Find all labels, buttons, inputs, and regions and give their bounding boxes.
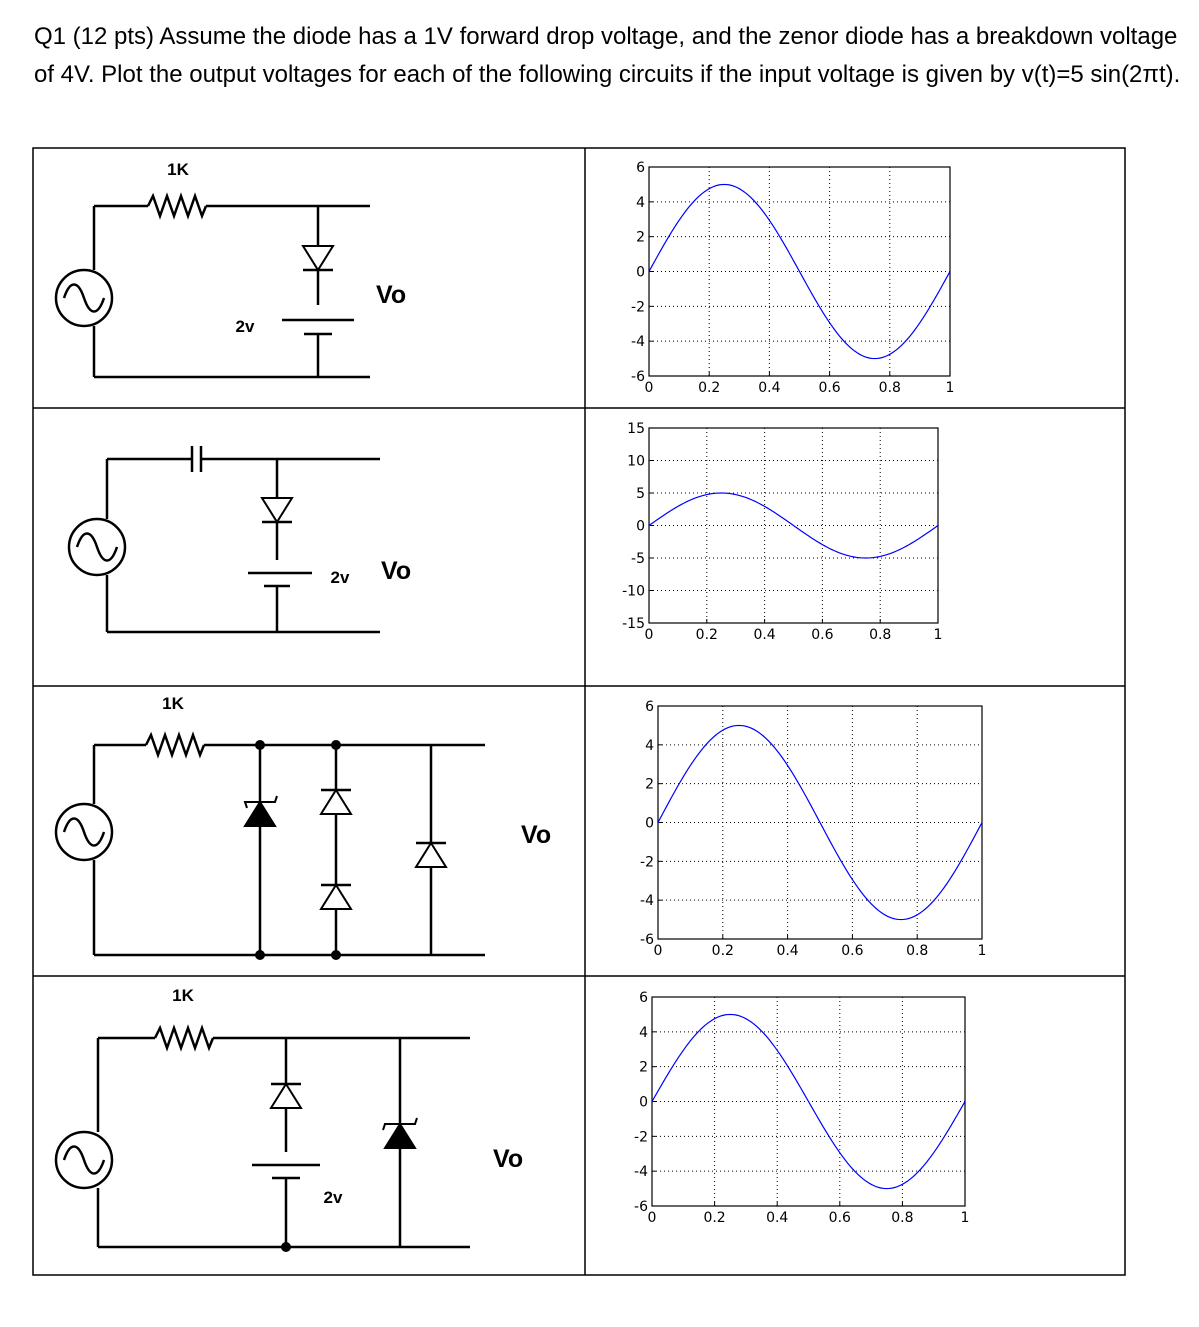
series-line [652, 1014, 965, 1188]
chart-3 [640, 699, 986, 959]
y-tick-label: 2 [645, 776, 654, 793]
diode-icon [303, 246, 333, 270]
y-tick-label: 4 [636, 194, 645, 211]
ac-wave-icon [64, 819, 104, 846]
x-tick-label: 0 [644, 380, 654, 396]
x-tick-label: 1 [977, 943, 987, 959]
y-tick-label: -15 [622, 616, 645, 632]
x-tick-label: 1 [945, 380, 955, 396]
circuit-1 [56, 196, 370, 377]
x-tick-label: 0.4 [766, 1210, 789, 1226]
ac-wave-icon [77, 534, 117, 561]
y-tick-label: 5 [636, 486, 645, 502]
source-label: 2v [235, 317, 255, 336]
circuit-4 [56, 1028, 470, 1247]
y-tick-label: 6 [636, 160, 645, 176]
diode-icon [271, 1084, 301, 1108]
y-tick-label: 0 [636, 518, 645, 535]
output-label: Vo [381, 557, 412, 585]
y-tick-label: -4 [634, 1164, 648, 1181]
diode-icon [416, 843, 446, 867]
chart-2 [622, 421, 942, 643]
resistor-label: 1K [167, 160, 189, 179]
x-tick-label: 0.6 [818, 380, 841, 396]
resistor-label: 1K [172, 986, 194, 1005]
x-tick-label: 0.4 [758, 380, 781, 396]
y-tick-label: -2 [634, 1129, 648, 1146]
x-tick-label: 0.2 [711, 943, 734, 959]
x-tick-label: 0.8 [906, 943, 929, 959]
x-tick-label: 0.4 [776, 943, 799, 959]
junction-dot [281, 1242, 291, 1252]
x-tick-label: 0.8 [878, 380, 901, 396]
y-tick-label: 10 [627, 453, 645, 470]
y-tick-label: 6 [639, 990, 648, 1006]
circuit-3 [56, 735, 485, 955]
resistor-icon [155, 1028, 213, 1048]
y-tick-label: -2 [640, 854, 654, 871]
y-tick-label: 0 [645, 815, 654, 832]
x-tick-label: 0.6 [841, 943, 864, 959]
x-tick-label: 0.8 [869, 627, 892, 643]
diode-icon [321, 885, 351, 909]
ac-wave-icon [64, 285, 104, 312]
y-tick-label: -4 [640, 893, 654, 910]
y-tick-label: 15 [627, 421, 645, 437]
output-label: Vo [493, 1145, 524, 1173]
resistor-icon [148, 196, 206, 216]
y-tick-label: 2 [636, 229, 645, 246]
y-tick-label: -4 [631, 334, 645, 351]
y-tick-label: 4 [639, 1024, 648, 1041]
y-tick-label: -6 [634, 1199, 648, 1215]
x-tick-label: 0.8 [891, 1210, 914, 1226]
table-borders [33, 148, 1125, 1275]
y-tick-label: 2 [639, 1059, 648, 1076]
y-tick-label: 6 [645, 699, 654, 715]
x-tick-label: 1 [933, 627, 943, 643]
x-tick-label: 0.4 [753, 627, 776, 643]
resistor-label: 1K [162, 694, 184, 713]
y-tick-label: -6 [631, 369, 645, 385]
zener-diode-icon [245, 802, 275, 826]
x-tick-label: 0.2 [703, 1210, 726, 1226]
circuit-2 [69, 446, 380, 632]
output-label: Vo [521, 821, 552, 849]
y-tick-label: -2 [631, 299, 645, 316]
y-tick-label: -10 [622, 583, 645, 600]
x-tick-label: 0 [644, 627, 654, 643]
x-tick-label: 0 [653, 943, 663, 959]
y-tick-label: 4 [645, 737, 654, 754]
series-line [649, 493, 938, 558]
output-label: Vo [376, 281, 407, 309]
y-tick-label: 0 [639, 1094, 648, 1111]
x-tick-label: 1 [960, 1210, 970, 1226]
series-line [649, 184, 950, 358]
diode-icon [321, 790, 351, 814]
x-tick-label: 0 [647, 1210, 657, 1226]
x-tick-label: 0.6 [811, 627, 834, 643]
ac-wave-icon [64, 1147, 104, 1174]
y-tick-label: -6 [640, 932, 654, 948]
junction-dots [255, 740, 341, 960]
question-text: Q1 (12 pts) Assume the diode has a 1V forward drop voltage, and the zenor diode has a breakdown voltage of 4V. Plot the output voltages for each of the following circuits if the input voltage is given by v(t)=5 sin(2πt). [34, 23, 1181, 88]
chart-4 [634, 990, 969, 1226]
diode-icon [262, 498, 292, 522]
x-tick-label: 0.2 [698, 380, 721, 396]
source-label: 2v [330, 568, 350, 587]
y-tick-label: -5 [631, 551, 645, 567]
x-tick-label: 0.6 [828, 1210, 851, 1226]
x-tick-label: 0.2 [695, 627, 718, 643]
resistor-icon [146, 735, 204, 755]
source-label: 2v [323, 1188, 343, 1207]
chart-1 [631, 160, 954, 396]
y-tick-label: 0 [636, 264, 645, 281]
zener-diode-icon [385, 1124, 415, 1148]
